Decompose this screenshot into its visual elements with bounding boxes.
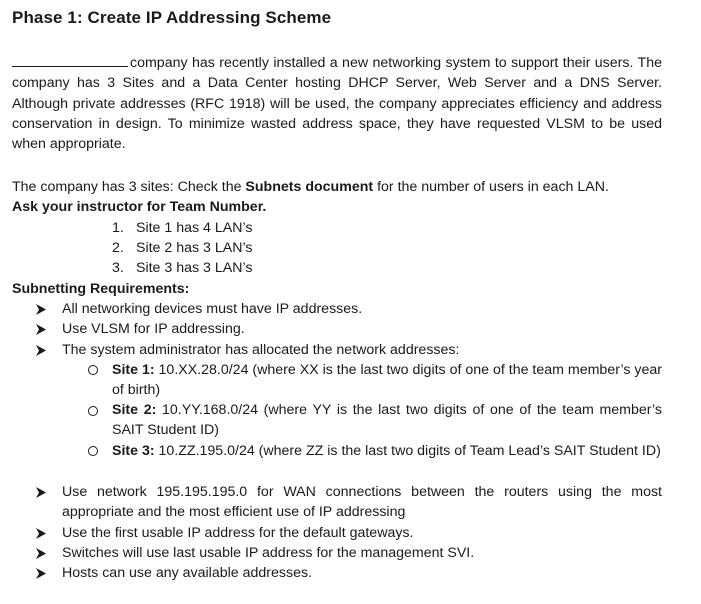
requirement-item: Switches will use last usable IP address for the management SVI.: [62, 545, 475, 561]
instructor-note: Ask your instructor for Team Number.: [12, 199, 267, 215]
requirement-item: Use VLSM for IP addressing.: [62, 321, 245, 337]
site2-allocation: Site 2: 10.YY.168.0/24 (where YY is the last two digits of one of the team member’s SAIT Student ID): [112, 402, 663, 439]
list-item: 1. Site 1 has 4 LAN’s: [112, 220, 253, 236]
sites-paragraph: [12, 177, 609, 197]
subnets-document-ref: Subnets document: [245, 179, 374, 195]
list-item: 3. Site 3 has 3 LAN’s: [112, 260, 253, 276]
arrow-bullet-icon: [35, 482, 51, 502]
list-item: 2. Site 2 has 3 LAN’s: [112, 240, 253, 256]
requirement-item: All networking devices must have IP addresses.: [62, 301, 363, 317]
arrow-bullet-icon: [35, 299, 51, 319]
requirement-item: Hosts can use any available addresses.: [62, 565, 312, 581]
site3-allocation: Site 3: 10.ZZ.195.0/24 (where ZZ is the last two digits of Team Lead’s SAIT Student ID): [112, 443, 661, 459]
arrow-bullet-icon: [35, 543, 51, 563]
sites-prefix: The company has 3 sites: Check the: [12, 179, 246, 195]
sites-suffix: for the number of users in each LAN.: [373, 179, 609, 195]
arrow-bullet-icon: [35, 523, 51, 543]
arrow-bullet-icon: [35, 563, 51, 583]
page-title: Phase 1: Create IP Addressing Scheme: [12, 8, 332, 27]
requirement-item: Use network 195.195.195.0 for WAN connections between the routers using the most appropriate and the most efficient use of IP addressing: [62, 484, 662, 521]
requirements-heading: Subnetting Requirements:: [12, 281, 190, 297]
arrow-bullet-icon: [35, 319, 51, 339]
company-name-blank: [12, 52, 128, 67]
circle-bullet-icon: [88, 446, 98, 456]
intro-paragraph: [12, 52, 662, 154]
circle-bullet-icon: [88, 406, 98, 416]
arrow-bullet-icon: [35, 340, 51, 360]
site1-allocation: Site 1: 10.XX.28.0/24 (where XX is the last two digits of one of the team member’s year of birth): [112, 362, 663, 399]
circle-bullet-icon: [88, 365, 98, 375]
intro-text: company has recently installed a new networking system to support their users. The company has 3 Sites and a Data Center hosting DHCP Server, Web Server and a DNS Server. Although private addresses (RFC 1918) will be used, the company appreciates efficiency and address conservation in design. To minimize wasted address space, they have requested VLSM to be used when appropriate.: [12, 55, 662, 153]
requirement-item: The system administrator has allocated the network addresses:: [62, 342, 460, 358]
requirement-item: Use the first usable IP address for the default gateways.: [62, 525, 414, 541]
